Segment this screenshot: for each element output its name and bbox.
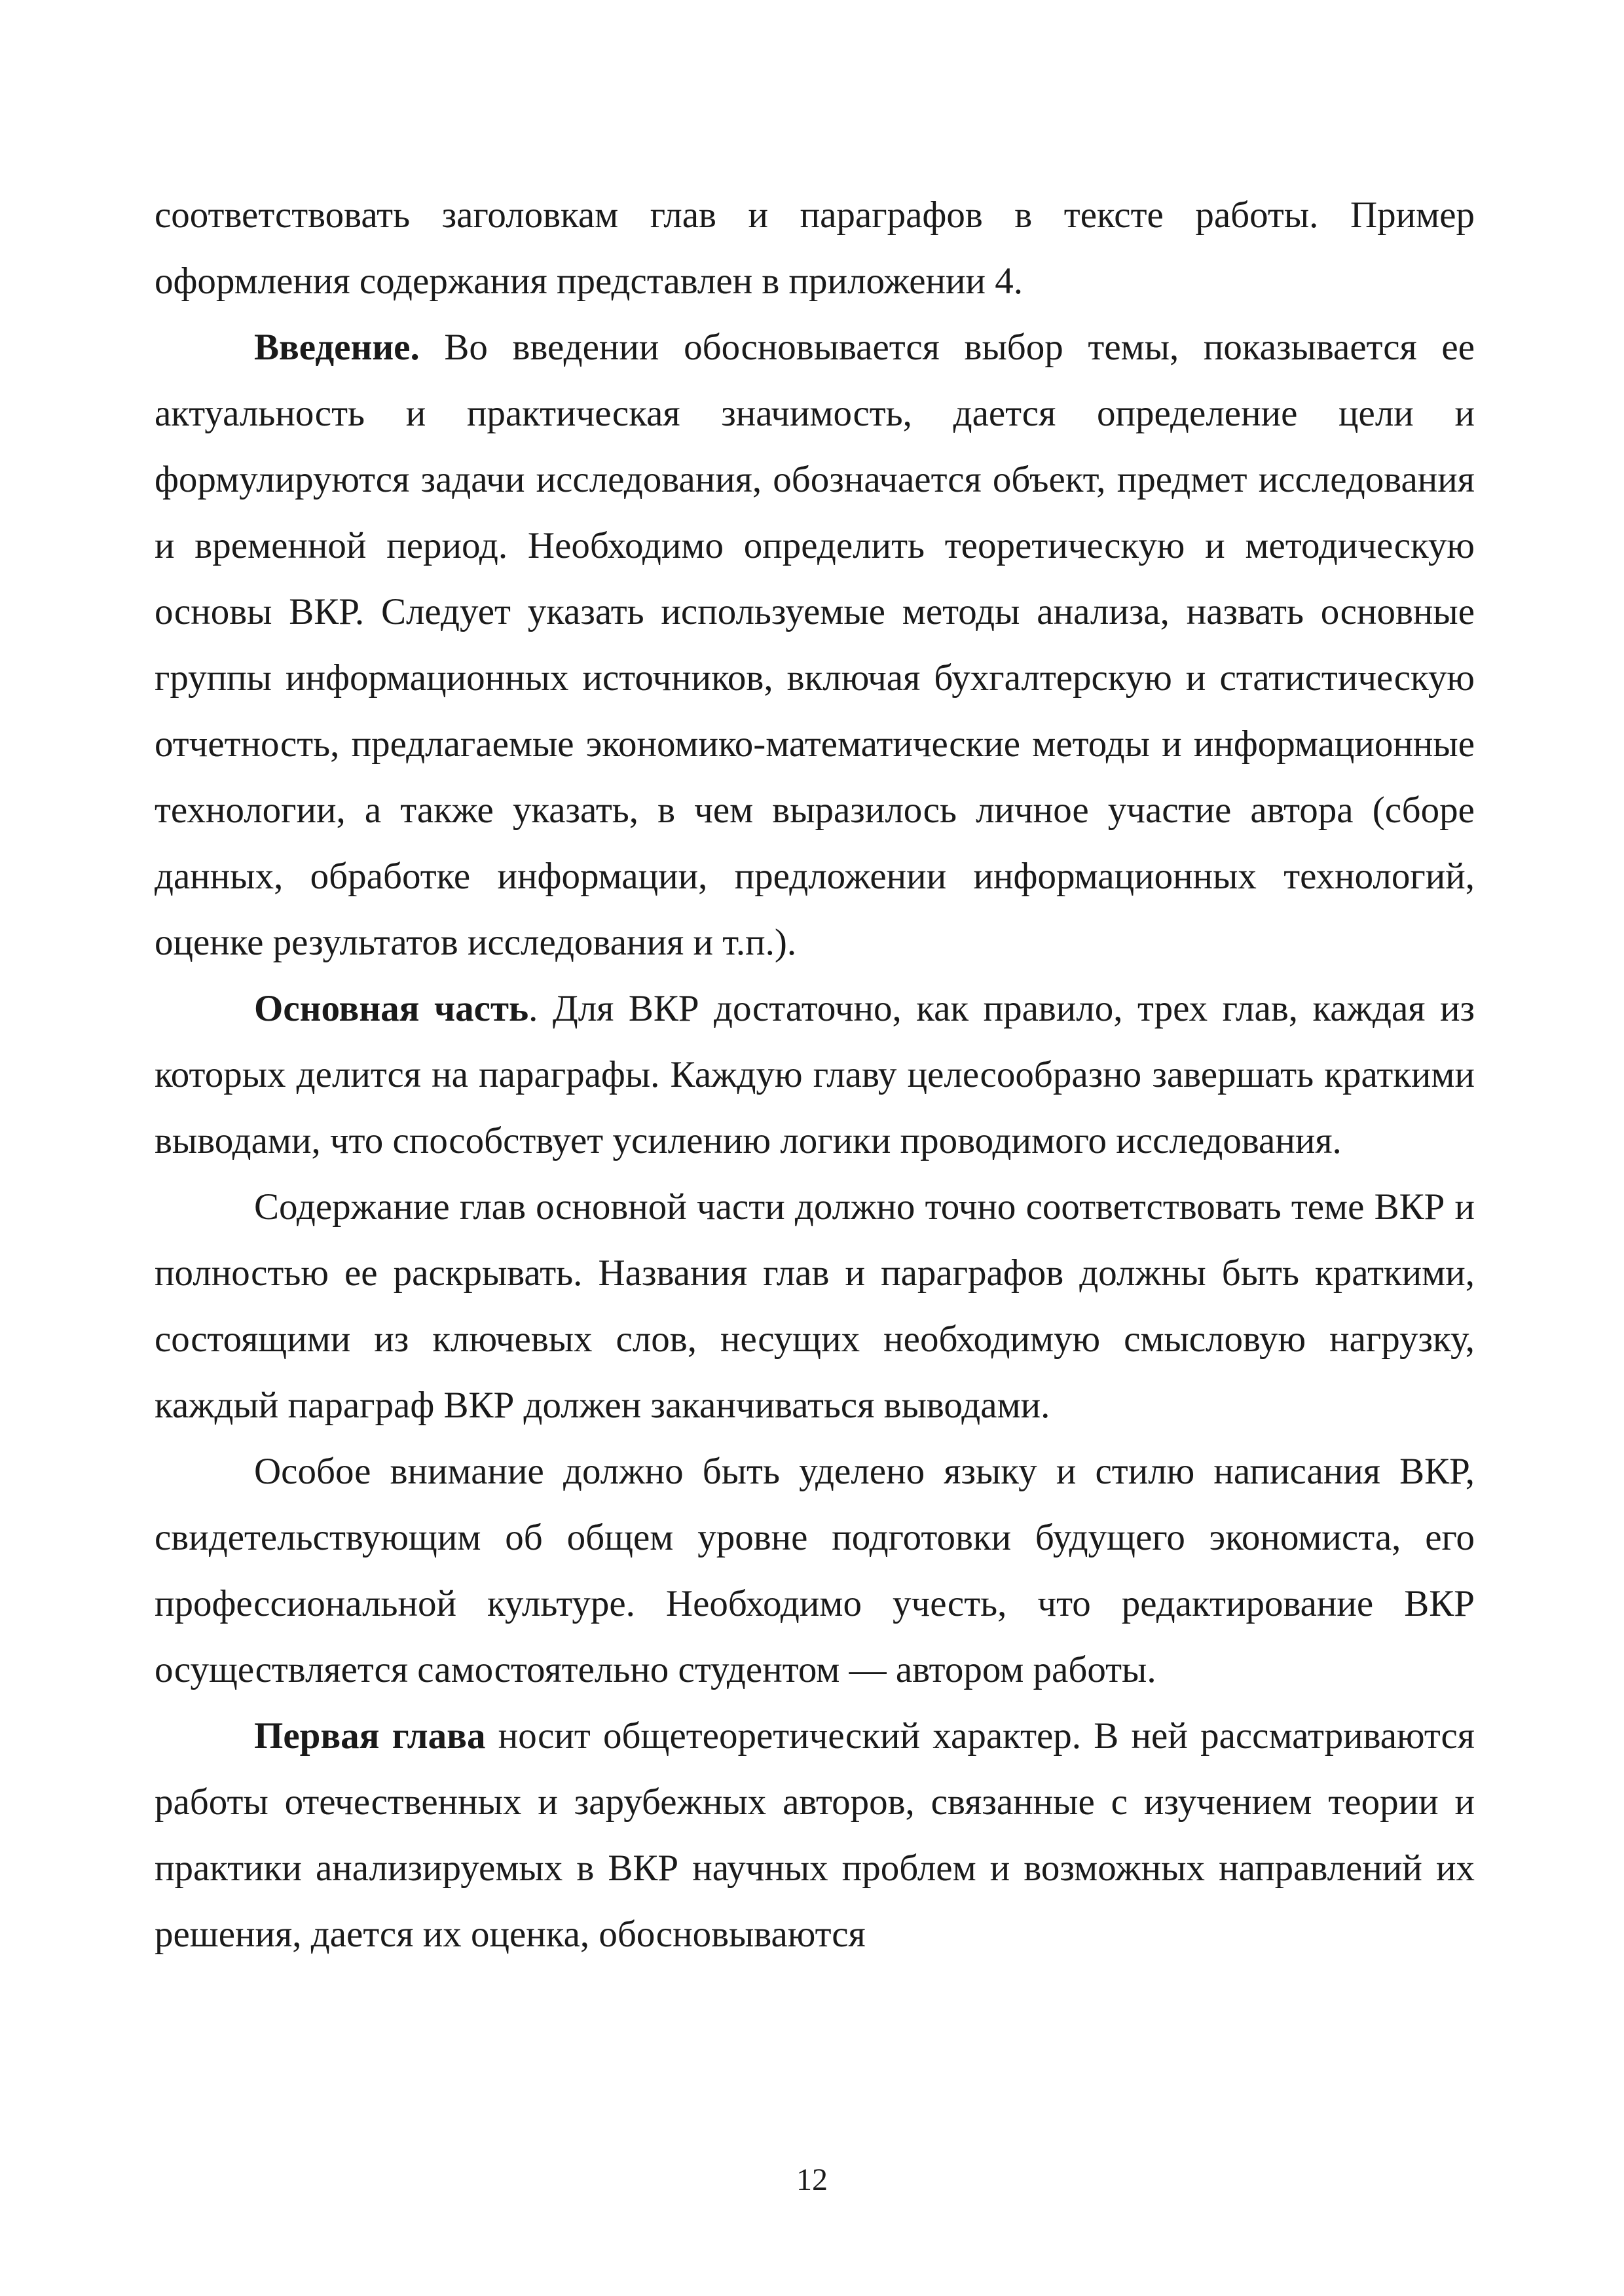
paragraph-text: Содержание глав основной части должно точно соответствовать теме ВКР и полностью ее раскрывать. Названия глав и параграфов должны быть краткими, состоящими из ключевых слов, несущих необходимую смысловую нагрузку, каждый параграф ВКР должен заканчиваться выводами. xyxy=(155,1186,1475,1426)
paragraph-text: Особое внимание должно быть уделено языку и стилю написания ВКР, свидетельствующим об общем уровне подготовки будущего экономиста, его профессиональной культуре. Необходимо учесть, что редактирование ВКР осуществляется самостоятельно студентом — автором работы. xyxy=(155,1451,1475,1690)
section-heading-introduction: Введение. xyxy=(254,327,420,368)
section-heading-main-part: Основная часть xyxy=(254,988,529,1029)
paragraph-text: . Для ВКР достаточно, как правило, трех глав, каждая из которых делится на параграфы. Каждую главу целесообразно завершать краткими выводами, что способствует усилению логики проводимого исследования. xyxy=(155,988,1475,1161)
paragraph-language-style xyxy=(155,1438,1475,1703)
paragraph-text: Во введении обосновывается выбор темы, показывается ее актуальность и практическая значимость, дается определение цели и формулируются задачи исследования, обозначается объект, предмет исследования и временной период. Необходимо определить теоретическую и методическую основы ВКР. Следует указать используемые методы анализа, назвать основные группы информационных источников, включая бухгалтерскую и статистическую отчетность, предлагаемые экономико-математические методы и информационные технологии, а также указать, в чем выразилось личное участие автора (сборе данных, обработке информации, предложении информационных технологий, оценке результатов исследования и т.п.). xyxy=(155,327,1475,963)
paragraph-first-chapter xyxy=(155,1703,1475,1967)
section-heading-first-chapter: Первая глава xyxy=(254,1715,486,1757)
page-number: 12 xyxy=(796,2162,828,2197)
paragraph-introduction xyxy=(155,314,1475,975)
paragraph-main-part xyxy=(155,975,1475,1174)
document-body xyxy=(155,182,1475,1967)
paragraph-chapter-content xyxy=(155,1174,1475,1438)
paragraph-continuation xyxy=(155,182,1475,314)
paragraph-text: носит общетеоретический характер. В ней рассматриваются работы отечественных и зарубежных авторов, связанные с изучением теории и практики анализируемых в ВКР научных проблем и возможных направлений их решения, дается их оценка, обосновываются xyxy=(155,1715,1475,1955)
paragraph-text: соответствовать заголовкам глав и параграфов в тексте работы. Пример оформления содержания представлен в приложении 4. xyxy=(155,194,1475,302)
